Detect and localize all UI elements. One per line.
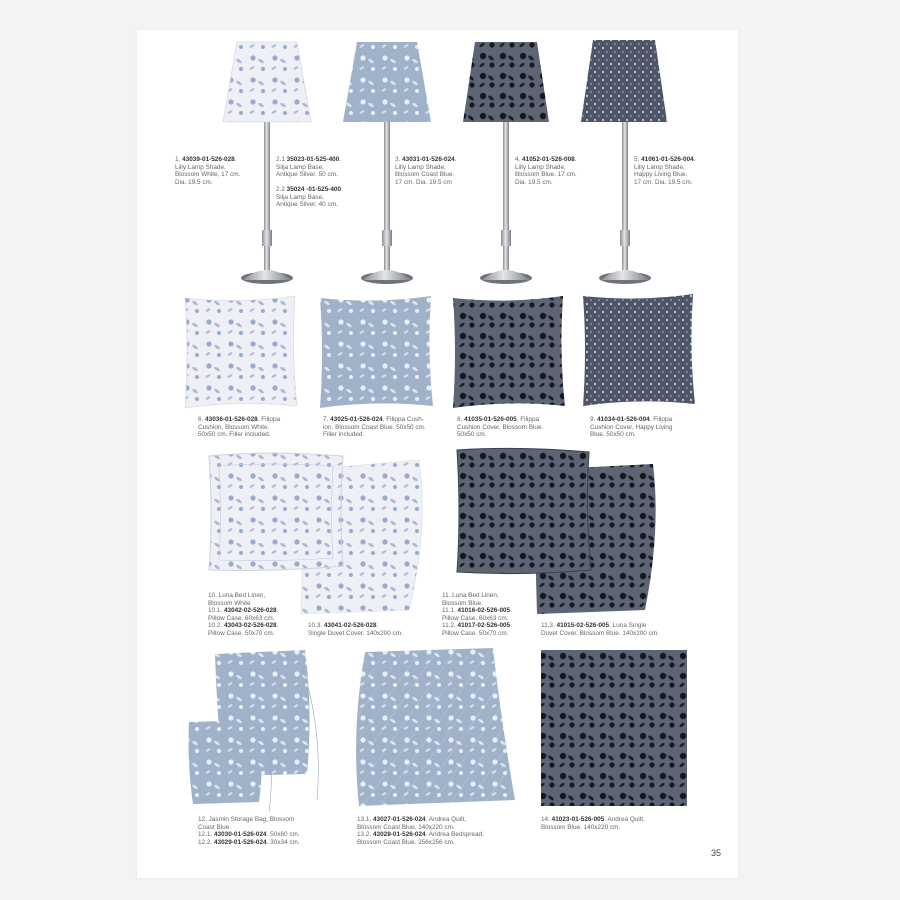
- caption-4: 4. 41052-01-526-008. Lilly Lamp Shade, Blossom Blue. 17 cm. Dia. 19.5 cm.: [515, 156, 577, 186]
- caption-7: 7. 43025-01-526-024. Filippa Cush- ion, Blossom Coast Blue. 50x50 cm. Filler included.: [323, 416, 426, 439]
- catalog-page: [137, 30, 738, 878]
- caption-8: 8. 41035-01-526-005. Filippa Cushion Cover, Blossom Blue. 50x50 cm.: [457, 416, 544, 439]
- caption-10-3: 10.3. 43041-02-526-028. Single Duvet Cover. 140x200 cm.: [308, 622, 403, 637]
- caption-1: 1. 43039-01-526-028. Lilly Lamp Shade, Blossom White, 17 cm. Dia. 19.5 cm.: [175, 156, 241, 186]
- cushion-9: [583, 294, 695, 406]
- caption-2-2: 2.2 35024 -01-525-400. Silja Lamp Base, Antique Silver. 40 cm.: [276, 186, 343, 209]
- caption-6: 6. 43036-01-526-028. Filippa Cushion, Blossom White. 50x50 cm. Filler included.: [198, 416, 281, 439]
- bed-linen-blue: [457, 448, 656, 614]
- quilt-blossom-blue: [541, 650, 687, 806]
- caption-11-3: 11.3. 41015-02-526-005. Luna Single Duvet Cover, Blossom Blue. 140x200 cm.: [541, 622, 659, 637]
- caption-9: 9. 41034-01-526-004. Filippa Cushion Cover, Happy Living Blue. 50x50 cm.: [590, 416, 673, 439]
- caption-11: 11. Luna Bed Linen, Blossom Blue. 11.1. 41016-02-526-005. Pillow Case. 60x63 cm. 11.2. 41017-02-526-005. Pillow Case. 50x70 cm.: [442, 592, 512, 637]
- caption-10: 10. Luna Bed Linen, Blossom White 10.1. 43042-02-526-028. Pillow Case. 60x63 cm. 10.2. 43043-02-526-028. Pillow Case. 50x70 cm.: [208, 592, 279, 637]
- bed-linen-white: [209, 453, 422, 614]
- caption-3: 3. 43031-01-526-024. Lilly Lamp Shade, Blossom Coast Blue. 17 cm. Dia. 19.5 cm: [395, 156, 457, 186]
- cushion-7: [320, 296, 433, 408]
- cushion-6: [185, 296, 297, 408]
- caption-14: 14. 41023-01-526-005. Andrea Quilt, Blossom Blue. 140x220 cm.: [541, 816, 645, 831]
- caption-12: 12. Jasmin Storage Bag, Blossom Coast Blue. 12.1. 43030-01-526-024. 50x60 cm. 12.2. 43029-01-526-024. 30x34 cm.: [198, 816, 300, 846]
- cushion-8: [453, 296, 565, 408]
- storage-bags: [189, 650, 319, 812]
- caption-13: 13.1. 43027-01-526-024. Andrea Quilt, Blossom Coast Blue. 140x220 cm. 13.2. 43028-01-526-024. Andrea Bedspread, Blossom Coast Blue. 256x256 cm.: [357, 816, 484, 846]
- caption-5: 5. 41061-01-526-004. Lilly Lamp Shade, Happy Living Blue. 17 cm. Dia. 19.5 cm.: [634, 156, 696, 186]
- caption-2-1: 2.1 35023-01-525-400. Silja Lamp Base, Antique Silver. 50 cm.: [276, 156, 342, 179]
- page-number: 35: [711, 848, 722, 858]
- quilt-coast-blue: [356, 648, 515, 806]
